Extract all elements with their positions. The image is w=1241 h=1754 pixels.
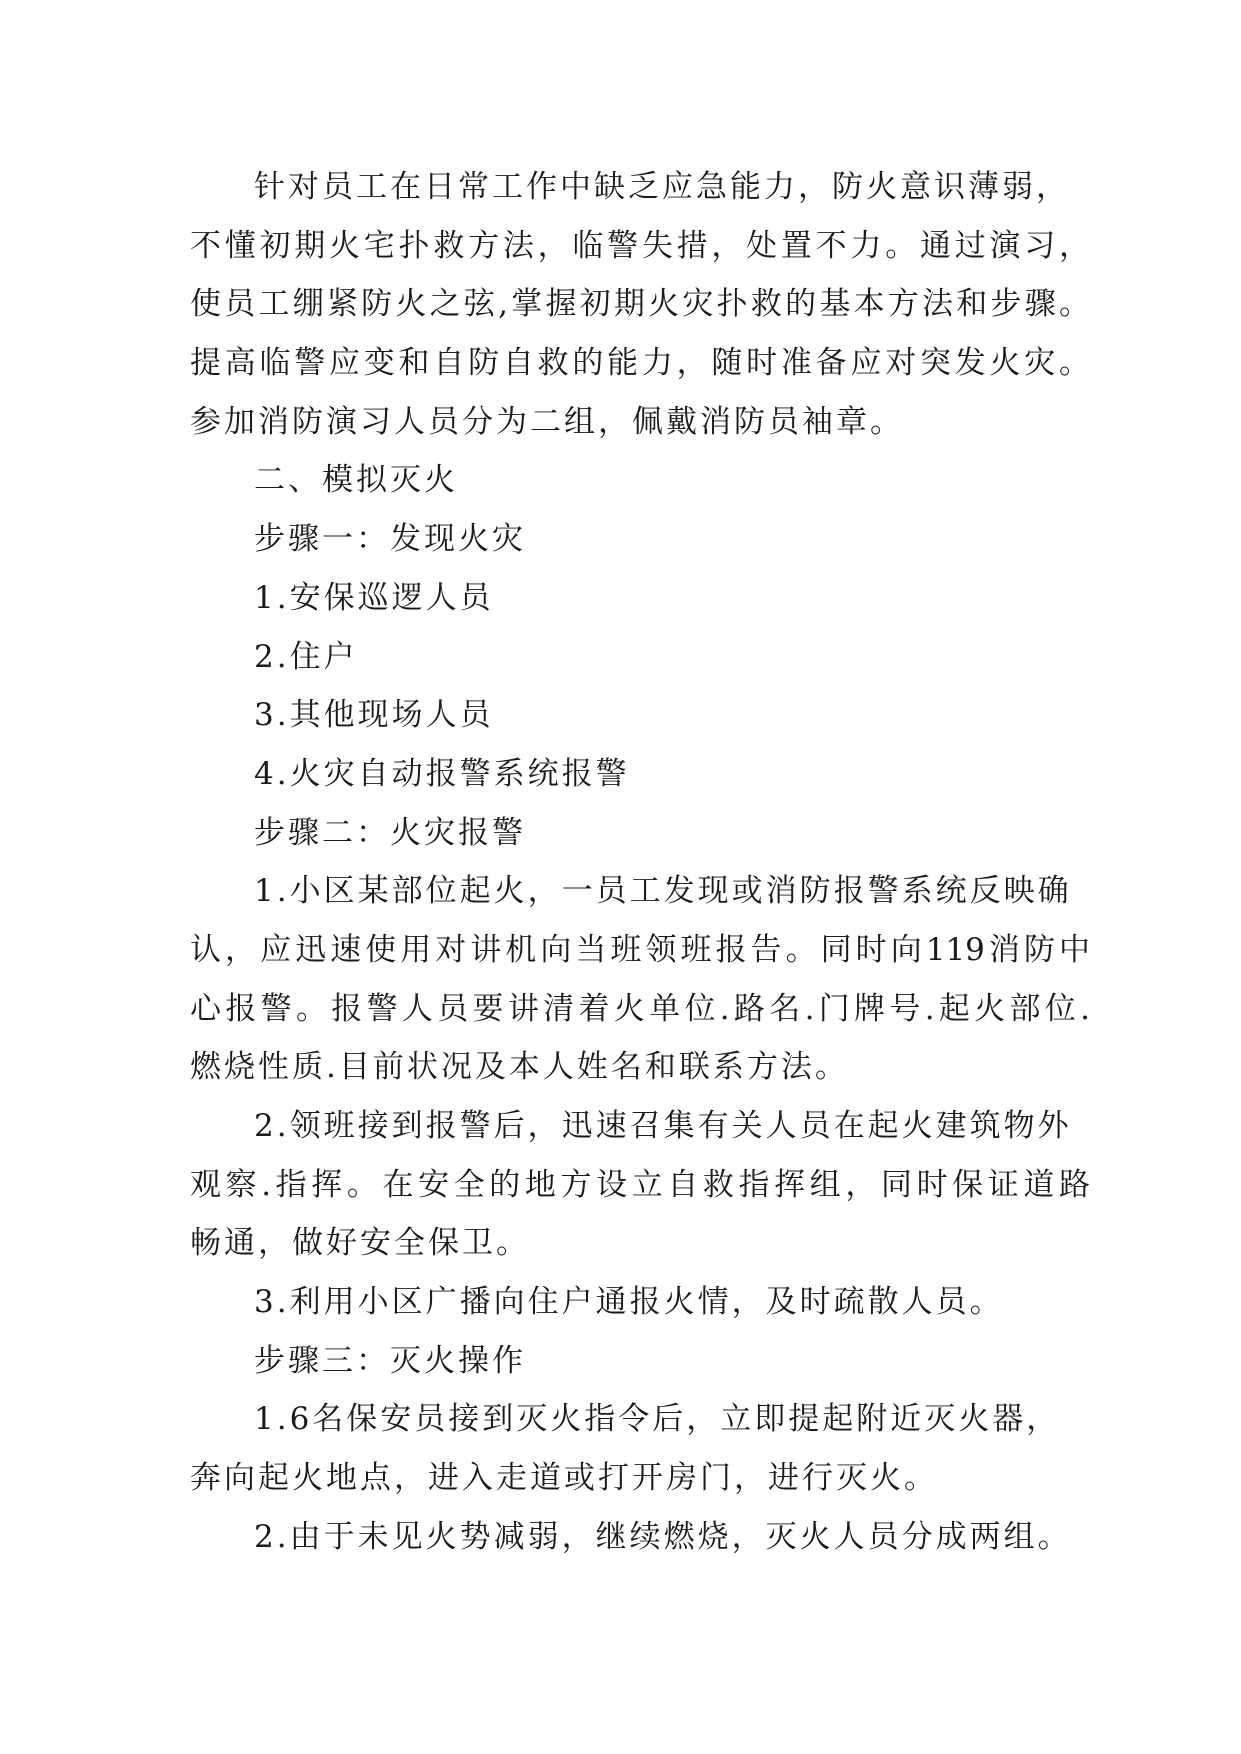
list-item: 2.住户 [254, 638, 358, 675]
document-body [190, 158, 1090, 1567]
paragraph-line: 观察.指挥。在安全的地方设立自救指挥组，同时保证道路 [190, 1166, 1090, 1203]
paragraph-line: 使员工绷紧防火之弦,掌握初期火灾扑救的基本方法和步骤。 [190, 286, 1090, 323]
paragraph-line: 燃烧性质.目前状况及本人姓名和联系方法。 [190, 1049, 849, 1086]
paragraph-line: 不懂初期火宅扑救方法，临警失措，处置不力。通过演习， [190, 227, 1090, 264]
list-item: 3.其他现场人员 [254, 697, 494, 734]
list-item: 4.火灾自动报警系统报警 [254, 755, 630, 792]
paragraph-line: 认，应迅速使用对讲机向当班领班报告。同时向119消防中 [190, 931, 1090, 968]
paragraph-line: 畅通，做好安全保卫。 [190, 1225, 530, 1262]
paragraph-line: 3.利用小区广播向住户通报火情，及时疏散人员。 [254, 1284, 1004, 1321]
paragraph-line: 2.由于未见火势减弱，继续燃烧，灭火人员分成两组。 [254, 1518, 1072, 1555]
list-item: 1.安保巡逻人员 [254, 579, 494, 616]
paragraph-line: 奔向起火地点，进入走道或打开房门，进行灭火。 [190, 1460, 938, 1497]
paragraph-line: 提高临警应变和自防自救的能力，随时准备应对突发火灾。 [190, 345, 1090, 382]
paragraph-line: 2.领班接到报警后，迅速召集有关人员在起火建筑物外 [254, 1108, 1072, 1144]
step-heading: 步骤二：火灾报警 [254, 814, 526, 851]
paragraph-line: 1.小区某部位起火，一员工发现或消防报警系统反映确 [254, 873, 1072, 910]
paragraph-line: 心报警。报警人员要讲清着火单位.路名.门牌号.起火部位. [190, 990, 1090, 1027]
paragraph-line: 针对员工在日常工作中缺乏应急能力，防火意识薄弱， [254, 169, 1070, 205]
step-heading: 步骤一：发现火灾 [254, 521, 526, 558]
paragraph-line: 1.6名保安员接到灭火指令后，立即提起附近灭火器， [254, 1401, 1061, 1438]
section-heading: 二、模拟灭火 [254, 462, 458, 499]
step-heading: 步骤三：灭火操作 [254, 1342, 526, 1379]
paragraph-line: 参加消防演习人员分为二组，佩戴消防员袖章。 [190, 403, 904, 440]
